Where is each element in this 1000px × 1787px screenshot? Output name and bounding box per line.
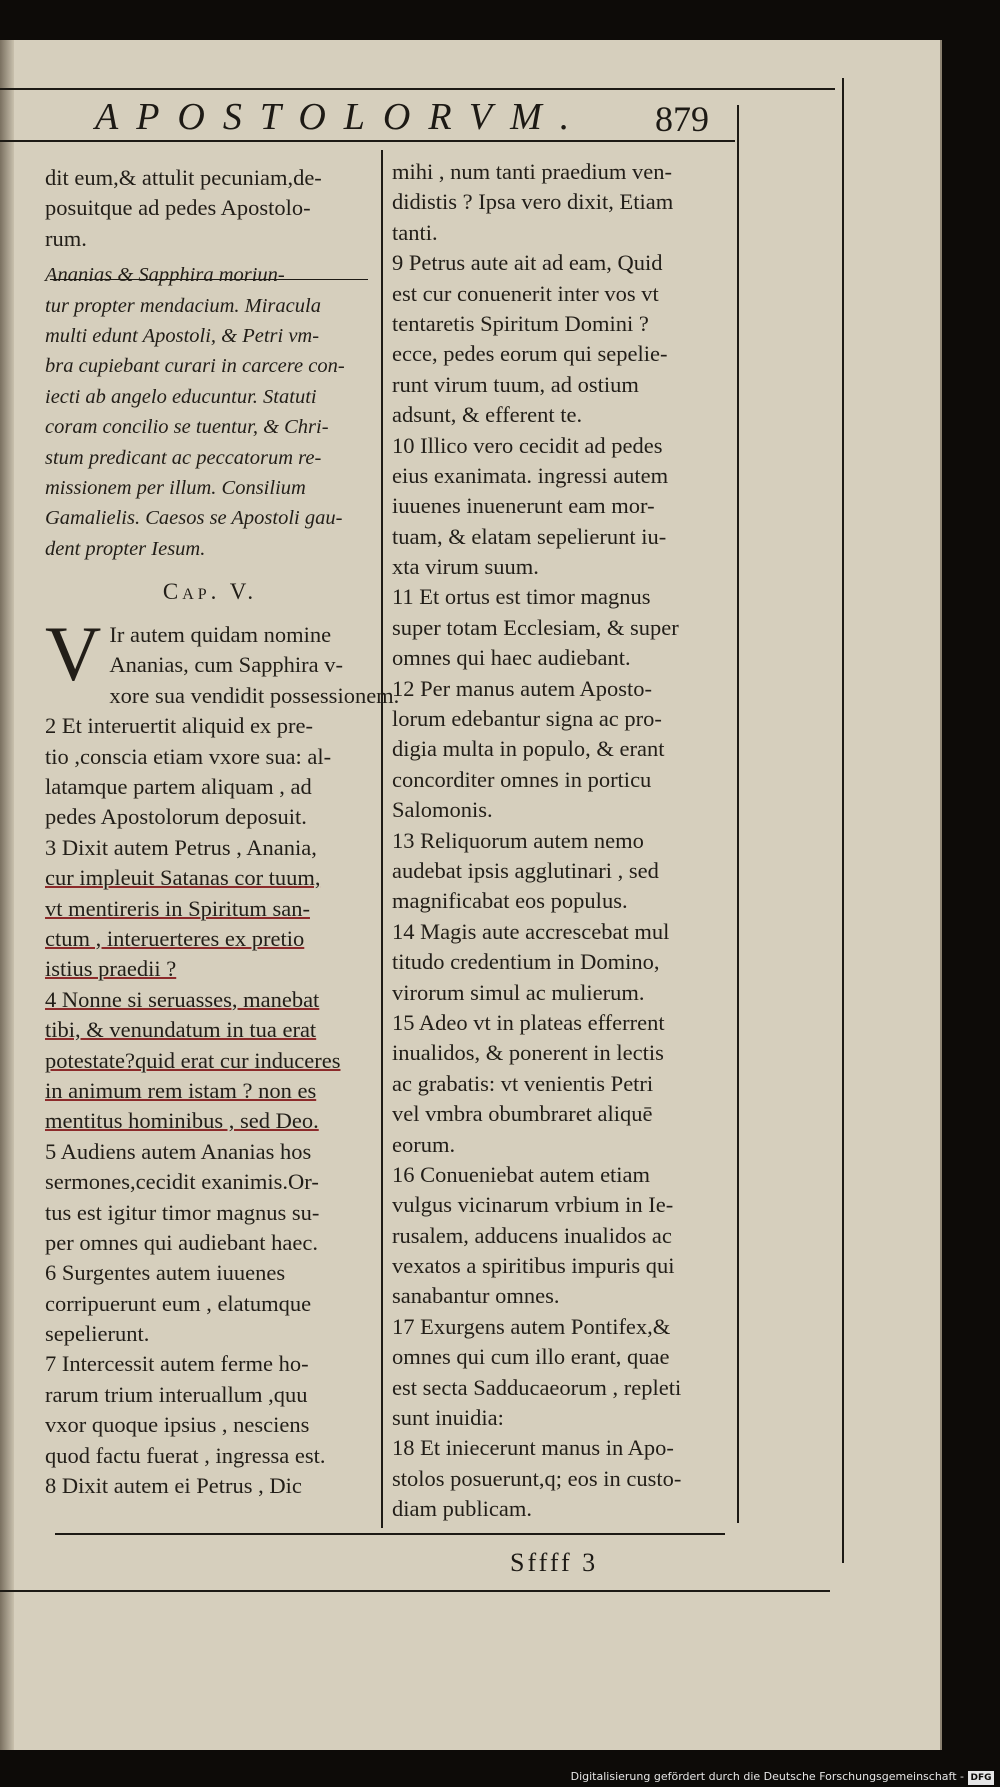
text-line: rarum trium interuallum ,quu [45, 1381, 308, 1407]
text-line: titudo credentium in Domino, [392, 949, 660, 975]
text-line: quod factu fuerat , ingressa est. [45, 1442, 326, 1468]
summary-line: multi edunt Apostoli, & Petri vm- [45, 324, 320, 347]
text-line: sunt inuidia: [392, 1405, 504, 1431]
chapter-summary [45, 260, 375, 564]
text-line: vxor quoque ipsius , nesciens [45, 1412, 310, 1438]
text-line: super totam Ecclesiam, & super [392, 614, 679, 640]
summary-line: iecti ab angelo educuntur. Statuti [45, 385, 317, 408]
head-rule [0, 140, 735, 142]
text-line: 10 Illico vero cecidit ad pedes [392, 432, 663, 458]
text-line: concorditer omnes in porticu [392, 766, 652, 792]
text-line: didistis ? Ipsa vero dixit, Etiam [392, 189, 674, 215]
text-line: mentitus hominibus , sed Deo. [45, 1108, 319, 1134]
text-line: 14 Magis aute accrescebat mul [392, 918, 670, 944]
binding-edge [0, 40, 14, 1750]
text-line: vel vmbra obumbraret aliquē [392, 1101, 653, 1127]
text-line: vt mentireris in Spiritum san- [45, 895, 310, 921]
footer-rule [0, 1590, 830, 1592]
dfg-logo-icon: DFG [968, 1771, 994, 1785]
summary-line: Ananias & Sapphira moriun- [45, 264, 285, 287]
text-line: eorum. [392, 1131, 456, 1157]
text-line: istius praedii ? [45, 956, 177, 982]
summary-line: coram concilio se tuentur, & Chri- [45, 416, 329, 439]
page-number: 879 [655, 99, 709, 139]
digitization-credit: Digitalisierung gefördert durch die Deutsche Forschungsgemeinschaft - [570, 1770, 964, 1783]
text-line: iuuenes inuenerunt eam mor- [392, 493, 655, 519]
text-line: 2 Et interuertit aliquid ex pre- [45, 713, 314, 739]
text-line: pedes Apostolorum deposuit. [45, 804, 307, 830]
left-column-body [45, 711, 375, 1501]
text-line: cur impleuit Satanas cor tuum, [45, 865, 321, 891]
text-line: omnes qui haec audiebant. [392, 645, 631, 671]
text-line: omnes qui cum illo erant, quae [392, 1344, 670, 1370]
text-line: 5 Audiens autem Ananias hos [45, 1138, 312, 1164]
text-line: eius exanimata. ingressi autem [392, 462, 669, 488]
text-line: 18 Et iniecerunt manus in Apo- [392, 1435, 674, 1461]
text-line: vulgus vicinarum vrbium in Ie- [392, 1192, 674, 1218]
text-line: stolos posuerunt,q; eos in custo- [392, 1465, 682, 1491]
text-line: tibi, & venundatum in tua erat [45, 1017, 317, 1043]
text-line: rusalem, adducens inualidos ac [392, 1222, 672, 1248]
text-line: diam publicam. [392, 1496, 532, 1522]
text-line: xta virum suum. [392, 554, 539, 580]
text-line: 7 Intercessit autem ferme ho- [45, 1351, 309, 1377]
summary-line: bra cupiebant curari in carcere con- [45, 355, 345, 378]
text-line: 3 Dixit autem Petrus , Anania, [45, 834, 317, 860]
text-line: tuam, & elatam sepelierunt iu- [392, 523, 667, 549]
text-line: posuitque ad pedes Apostolo- [45, 195, 311, 221]
text-line: digia multa in populo, & erant [392, 736, 665, 762]
right-column-body [392, 157, 730, 1525]
text-line: potestate?quid erat cur induceres [45, 1047, 341, 1073]
text-line: in animum rem istam ? non es [45, 1077, 317, 1103]
text-line: Ananias, cum Sapphira v- [109, 652, 344, 678]
text-line: 16 Conueniebat autem etiam [392, 1161, 651, 1187]
text-line: sermones,cecidit exanimis.Or- [45, 1169, 319, 1195]
text-line: rum. [45, 225, 87, 251]
text-line: ctum , interuerteres ex pretio [45, 925, 305, 951]
text-line: 8 Dixit autem ei Petrus , Dic [45, 1473, 302, 1499]
running-head: APOSTOLORVM. [95, 96, 588, 138]
text-line: magnificabat eos populus. [392, 888, 628, 914]
text-line: vexatos a spiritibus impuris qui [392, 1253, 675, 1279]
text-line: lorum edebantur signa ac pro- [392, 706, 662, 732]
text-line: Ir autem quidam nomine [109, 622, 332, 648]
text-line: Salomonis. [392, 797, 493, 823]
summary-line: stum predicant ac peccatorum re- [45, 446, 322, 469]
signature-mark: Sffff 3 [510, 1548, 599, 1577]
summary-line: Gamalielis. Caesos se Apostoli gau- [45, 507, 343, 530]
left-column-top-text [45, 163, 375, 254]
text-line: runt virum tuum, ad ostium [392, 371, 639, 397]
text-line: per omnes qui audiebant haec. [45, 1229, 319, 1255]
text-line: 11 Et ortus est timor magnus [392, 584, 651, 610]
text-line: 4 Nonne si seruasses, manebat [45, 986, 320, 1012]
text-line: 13 Reliquorum autem nemo [392, 827, 644, 853]
right-column [392, 157, 730, 1525]
text-line: 15 Adeo vt in plateas efferrent [392, 1009, 665, 1035]
text-line: latamque partem aliquam , ad [45, 774, 312, 800]
text-line: est cur conuenerit inter vos vt [392, 280, 659, 306]
text-line: virorum simul ac mulierum. [392, 979, 645, 1005]
text-line: tus est igitur timor magnus su- [45, 1199, 320, 1225]
left-column [45, 163, 400, 1501]
text-line: tio ,conscia etiam vxore sua: al- [45, 743, 332, 769]
drop-cap: V [45, 610, 102, 698]
text-line: xore sua vendidit possessionem. [109, 682, 400, 708]
right-frame-rule [737, 105, 739, 1523]
text-line: 12 Per manus autem Aposto- [392, 675, 652, 701]
top-rule [0, 88, 835, 90]
text-line: corripuerunt eum , elatumque [45, 1290, 312, 1316]
bottom-rule [55, 1533, 725, 1535]
chapter-heading: Cap. V. [162, 579, 258, 605]
summary-line: missionem per illum. Consilium [45, 476, 306, 499]
text-line: tentaretis Spiritum Domini ? [392, 310, 649, 336]
text-line: inualidos, & ponerent in lectis [392, 1040, 664, 1066]
summary-line: tur propter mendacium. Miracula [45, 294, 321, 317]
text-line: sanabantur omnes. [392, 1283, 560, 1309]
text-line: ecce, pedes eorum qui sepelie- [392, 341, 668, 367]
chapter-opening [45, 610, 400, 711]
summary-line: dent propter Iesum. [45, 537, 206, 560]
text-line: tanti. [392, 219, 438, 245]
column-divider [381, 150, 383, 1528]
text-line: dit eum,& attulit pecuniam,de- [45, 165, 322, 190]
text-line: est secta Sadducaeorum , repleti [392, 1374, 682, 1400]
text-line: 6 Surgentes autem iuuenes [45, 1260, 286, 1286]
text-line: audebat ipsis agglutinari , sed [392, 857, 659, 883]
outer-frame-rule [842, 78, 844, 1563]
text-line: ac grabatis: vt venientis Petri [392, 1070, 654, 1096]
text-line: adsunt, & efferent te. [392, 402, 583, 428]
text-line: 17 Exurgens autem Pontifex,& [392, 1313, 671, 1339]
text-line: mihi , num tanti praedium ven- [392, 159, 672, 184]
text-line: sepelierunt. [45, 1321, 150, 1347]
text-line: 9 Petrus aute ait ad eam, Quid [392, 250, 663, 276]
